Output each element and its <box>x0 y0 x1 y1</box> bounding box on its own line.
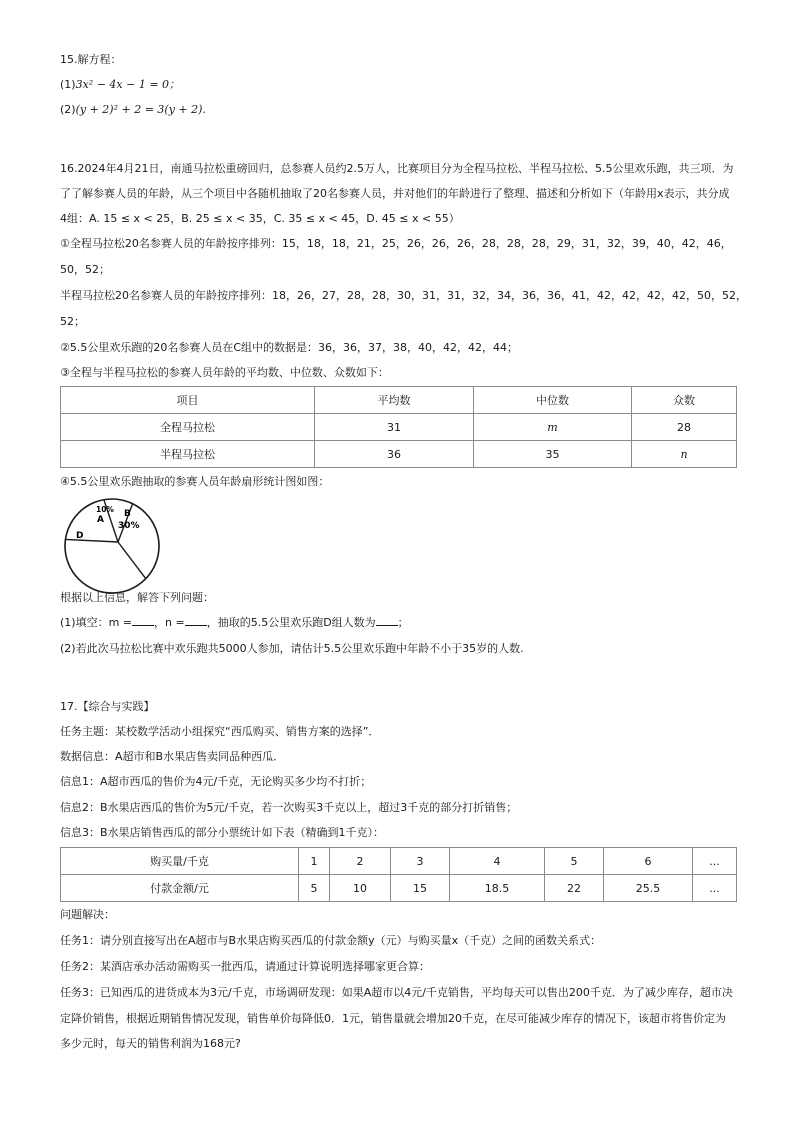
table-header-row <box>61 387 737 414</box>
q17-task3-line3: 多少元时，每天的销售利润为168元? <box>60 1037 241 1050</box>
q15-part2-equation: (y + 2)² + 2 = 3(y + 2). <box>75 103 206 116</box>
receipt-table <box>60 847 737 902</box>
table-cell: 付款金额/元 <box>61 875 299 902</box>
table-cell: 35 <box>474 441 632 468</box>
table-cell: 4 <box>450 848 545 875</box>
q17-info2: 信息2：B水果店西瓜的售价为5元/千克，若一次购买3千克以上，超过3千克的部分打折销售； <box>60 801 518 814</box>
q16-info1-line3: 半程马拉松20名参赛人员的年龄按序排列：18，26，27，28，28，30，31，31，32，34，36，36，41，42，42，42，42，50，52， <box>60 289 747 302</box>
q16-info4: ④5.5公里欢乐跑抽取的参赛人员年龄扇形统计图如图： <box>60 475 330 488</box>
table-cell: ... <box>693 848 737 875</box>
q17-theme: 任务主题：某校数学活动小组探究“西瓜购买、销售方案的选择”． <box>60 725 380 738</box>
table-cell: n <box>632 441 737 468</box>
table-cell: 15 <box>391 875 450 902</box>
q16-info1-line2: 50，52； <box>60 263 110 276</box>
q16-q1-text-a: (1)填空：m = <box>60 616 133 629</box>
q17-task3-line2: 定降价销售，根据近期销售情况发现，销售单价每降低0．1元，销售量就会增加20千克，在尽可能减少库存的情况下，该超市将售价定为 <box>60 1012 726 1025</box>
q16-intro-line3: 4组：A. 15 ≤ x < 25，B. 25 ≤ x < 35，C. 35 ≤ x < 45，D. 45 ≤ x < 55） <box>60 212 460 225</box>
q15-title: 15.解方程： <box>60 53 122 66</box>
q17-solve-heading: 问题解决： <box>60 908 115 921</box>
table-cell: 5 <box>545 848 604 875</box>
age-pie-chart <box>62 496 162 596</box>
table-cell: 1 <box>299 848 330 875</box>
table-cell: 2 <box>330 848 391 875</box>
q17-task3-line1: 任务3：已知西瓜的进货成本为3元/千克，市场调研发现：如果A超市以4元/千克销售，平均每天可以售出200千克．为了减少库存，超市决 <box>60 986 733 999</box>
table-cell: 18.5 <box>450 875 545 902</box>
q16-info3: ③全程与半程马拉松的参赛人员年龄的平均数、中位数、众数如下： <box>60 366 389 379</box>
q17-task2: 任务2：某酒店承办活动需购买一批西瓜，请通过计算说明选择哪家更合算： <box>60 960 430 973</box>
table-header-cell: 平均数 <box>315 387 474 414</box>
table-cell: ... <box>693 875 737 902</box>
q16-question1 <box>60 615 736 631</box>
table-cell: 购买量/千克 <box>61 848 299 875</box>
age-stats-table <box>60 386 737 468</box>
table-cell: 5 <box>299 875 330 902</box>
q17-task1: 任务1：请分别直接写出在A超市与B水果店购买西瓜的付款金额y（元）与购买量x（千克）之间的函数关系式： <box>60 934 602 947</box>
q16-intro-line1: 16.2024年4月21日，南通马拉松重磅回归，总参赛人员约2.5万人，比赛项目分为全程马拉松、半程马拉松、5.5公里欢乐跑，共三项．为 <box>60 162 734 175</box>
table-cell: 3 <box>391 848 450 875</box>
q16-q1-text-c: ，抽取的5.5公里欢乐跑D组人数为 <box>206 616 376 629</box>
q16-q1-text-d: ； <box>397 616 409 629</box>
table-cell: 10 <box>330 875 391 902</box>
q16-prompt: 根据以上信息，解答下列问题： <box>60 591 214 604</box>
table-header-cell: 众数 <box>632 387 737 414</box>
table-cell: 22 <box>545 875 604 902</box>
answer-blank-m[interactable] <box>132 615 154 626</box>
pie-label-a-percent: 10% <box>96 505 114 514</box>
q17-info3: 信息3：B水果店销售西瓜的部分小票统计如下表（精确到1千克）： <box>60 826 385 839</box>
table-cell: 半程马拉松 <box>61 441 315 468</box>
answer-blank-n[interactable] <box>185 615 207 626</box>
table-cell: 36 <box>315 441 474 468</box>
table-cell: 全程马拉松 <box>61 414 315 441</box>
pie-label-d: D <box>76 531 84 541</box>
q15-part2 <box>60 102 736 118</box>
q17-title: 17.【综合与实践】 <box>60 700 155 713</box>
q15-part1-equation: 3x² − 4x − 1 = 0； <box>75 78 181 91</box>
answer-blank-d-count[interactable] <box>376 615 398 626</box>
q15-part2-prefix: (2) <box>60 103 76 116</box>
table-row <box>61 848 737 875</box>
table-cell: 25.5 <box>604 875 693 902</box>
table-row <box>61 875 737 902</box>
q17-data-info: 数据信息：A超市和B水果店售卖同品种西瓜． <box>60 750 285 763</box>
table-cell: 31 <box>315 414 474 441</box>
pie-label-a: A <box>97 515 104 525</box>
table-row <box>61 414 737 441</box>
table-header-cell: 中位数 <box>474 387 632 414</box>
q15-part1 <box>60 77 736 93</box>
q16-question2: (2)若此次马拉松比赛中欢乐跑共5000人参加，请估计5.5公里欢乐跑中年龄不小于35岁的人数. <box>60 642 524 655</box>
table-cell: 6 <box>604 848 693 875</box>
q16-info1-line4: 52； <box>60 315 85 328</box>
table-row <box>61 441 737 468</box>
table-cell: 28 <box>632 414 737 441</box>
q16-info2: ②5.5公里欢乐跑的20名参赛人员在C组中的数据是：36，36，37，38，40，42，42，44； <box>60 341 519 354</box>
q15-part1-prefix: (1) <box>60 78 76 91</box>
q16-q1-text-b: ，n = <box>154 616 185 629</box>
pie-label-b-percent: 30% <box>118 521 140 531</box>
pie-label-b: B <box>124 509 131 519</box>
q16-intro-line2: 了了解参赛人员的年龄，从三个项目中各随机抽取了20名参赛人员，并对他们的年龄进行了整理、描述和分析如下（年龄用x表示，共分成 <box>60 187 730 200</box>
q17-info1: 信息1：A超市西瓜的售价为4元/千克，无论购买多少均不打折； <box>60 775 372 788</box>
table-cell: m <box>474 414 632 441</box>
q16-info1-line1: ①全程马拉松20名参赛人员的年龄按序排列：15，18，18，21，25，26，26，26，28，28，28，29，31，32，39，40，42，46， <box>60 237 732 250</box>
table-header-cell: 项目 <box>61 387 315 414</box>
